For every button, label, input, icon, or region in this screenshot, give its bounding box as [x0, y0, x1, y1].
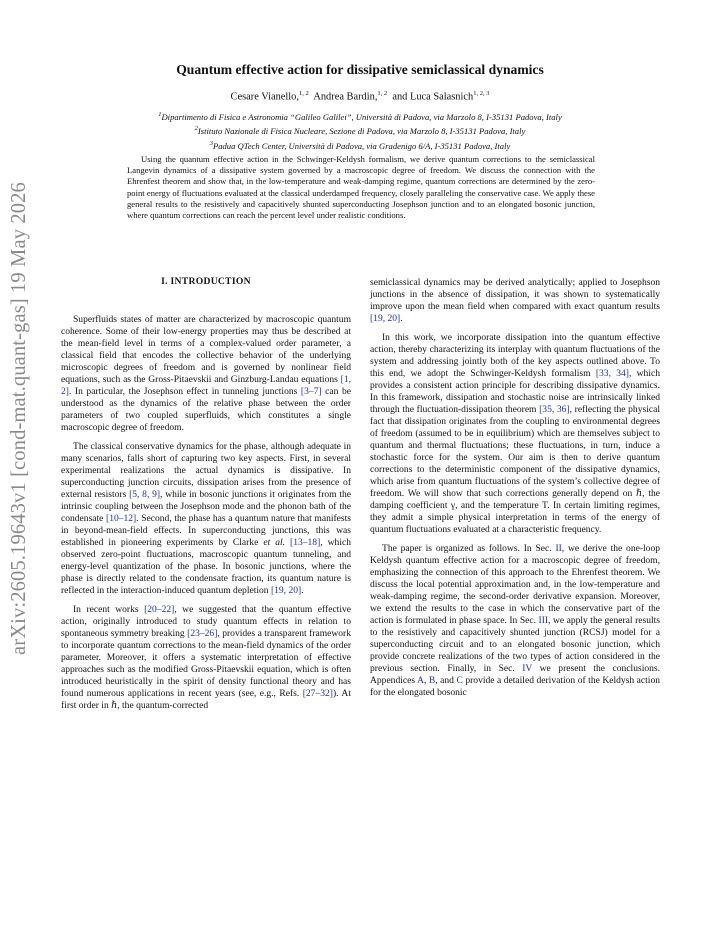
affiliations — [0, 109, 720, 152]
text-run: we present the conclusions. Appendices — [370, 663, 661, 686]
text-run: . Second, the phase has a quantum nature that manifests in beyond-mean-field effects. In superconducting junctions, this was established in pioneering experiments by Clarke — [61, 513, 351, 548]
text-run: In this work, we incorporate dissipation into the quantum effective action, thereby characterizing its interplay with quantum fluctuations of the system and addressing jointly both of the key aspects outlined above. To this end, we adopt the Schwinger-Keldysh formalism — [370, 332, 660, 379]
author-name: Andrea Bardin, — [313, 91, 378, 103]
citation-link[interactable]: [10–12] — [106, 513, 137, 524]
text-run: , which observed zero-point fluctuations, macroscopic quantum tunneling, and energy-level quantization of the phase. In bosonic junctions, where the phase is directly related to the condensate fraction, its quantum nature is reflected in the interaction-induced quantum depletion — [61, 537, 351, 596]
paragraph — [370, 332, 660, 536]
paragraph — [370, 277, 660, 325]
text-run: , while in bosonic junctions it originates from the intrinsic coupling between the Josephson mode and the phonon bath of the condensate — [61, 489, 351, 524]
author-list — [0, 90, 720, 102]
section-link[interactable]: IV — [522, 663, 533, 674]
affiliation — [0, 109, 720, 123]
affiliation-number: 1 — [158, 111, 162, 118]
text-run: . — [301, 585, 304, 596]
section-link[interactable]: III — [538, 615, 549, 626]
author-name: Luca Salasnich — [410, 91, 474, 103]
text-run: Superfluids states of matter are characterized by macroscopic quantum coherence. Some of their low-energy properties may thus be described at the mean-field level in terms of a complex-valued order parameter, a classical field that encodes the collective behavior of the underlying microscopic degrees of freedom and is governed by nonlinear field equations, such as the Gross-Pitaevskii and Ginzburg-Landau equations — [61, 314, 351, 385]
section-heading: I. INTRODUCTION — [161, 276, 251, 287]
citation-link[interactable]: [27–32] — [302, 688, 333, 699]
affiliation-number: 2 — [194, 125, 198, 133]
text-run: , and — [435, 675, 457, 686]
abstract: Using the quantum effective action in the Schwinger-Keldysh formalism, we derive quantum corrections to the semiclassical Langevin dynamics of a dissipative system governed by a macroscopic degree of freedom. We discuss the connection with the Ehrenfest theorem and show that, in the low-temperature and weak-damping regime, quantum corrections are determined by the zero-point energy of fluctuations evaluated at the classical underdamped frequency, closely paralleling the conservative case. We apply these general results to the resistively and capacitively shunted superconducting Josephson junction and to an elongated bosonic junction, where quantum corrections can reach the percent level under realistic conditions. — [127, 154, 595, 221]
affiliation-text: Padua QTech Center, Università di Padova, via Gradenigo 6/A, I-35131 Padova, Italy — [212, 140, 511, 151]
text-run: . — [400, 313, 403, 324]
paragraph — [61, 441, 351, 597]
appendix-link[interactable]: A — [417, 675, 424, 686]
paragraph — [61, 604, 351, 712]
citation-link[interactable]: [23–26] — [187, 628, 218, 639]
citation-link[interactable]: [20–22] — [144, 604, 175, 615]
citation-link[interactable]: [33, 34] — [595, 368, 629, 379]
text-run: can be understood as the dynamics of the relative phase between the order parameters of two coupled superfluids, which constitutes a single macroscopic degree of freedom. — [61, 386, 351, 433]
text-run: provide a detailed derivation of the Keldysh action for the elongated bosonic — [370, 675, 660, 698]
citation-link[interactable]: [35, 36] — [539, 404, 570, 415]
text-run: , we apply the general results to the resistively and capacitively shunted junction (RCSJ) model for a superconducting circuit and to an elongated bosonic junction, which provide concrete realizations of the two types of action considered in the previous section. Finally, in Sec. — [370, 615, 661, 674]
text-run: et al. — [263, 537, 286, 548]
paragraph — [370, 543, 660, 699]
citation-link[interactable]: [13–18] — [290, 537, 321, 548]
section-link[interactable]: II — [555, 543, 562, 554]
paper-title: Quantum effective action for dissipative semiclassical dynamics — [176, 62, 544, 77]
text-run: , provides a transparent framework to incorporate quantum corrections to the mean-field dynamics of the order parameter. Moreover, it offers a systematic interpretation of effective approaches such as the modified Gross-Pitaevskii equation, which is often introduced heuristically in the spirit of density functional theory and has found numerous applications in recent years (see, e.g., Refs. — [61, 628, 351, 699]
text-run: , reflecting the physical fact that dissipation originates from the coupling to environmental degrees of freedom (assumed to be in equilibrium) which are themselves subject to quantum and thermal fluctuations; these fluctuations, in turn, induce a stochastic force for the system. Our aim is then to derive quantum corrections to the deterministic component of the dissipative dynamics, which arise from quantum fluctuations of the system’s collective degree of freedom. We will show that such corrections generally depend on ℏ, the damping coefficient γ, and the temperature T. In certain limiting regimes, they admit a simple physical interpretation in terms of the energy of quantum fluctuations evaluated at a characteristic frequency. — [370, 404, 660, 535]
author-affiliation-mark: 1, 2, 3 — [473, 90, 490, 97]
text-run: , — [423, 675, 429, 686]
text-run: semiclassical dynamics may be derived analytically; applied to Josephson junctions in the absence of dissipation, it was shown to systematically improve upon the mean field when compared with exact quantum results — [370, 277, 660, 312]
arxiv-identifier: arXiv:2605.19643v1 [cond-mat.quant-gas] 19 May 2026 — [8, 182, 30, 655]
text-run: , we suggested that the quantum effective action, originally introduced to study quantum effects in relation to spontaneous symmetry breaking — [61, 604, 351, 639]
text-run: ). At first order in ℏ, the quantum-corrected — [61, 688, 351, 711]
citation-link[interactable]: [3–7] — [300, 386, 322, 397]
left-column — [61, 276, 351, 719]
affiliation-number: 3 — [209, 139, 213, 147]
text-run: The paper is organized as follows. In Sec. — [382, 543, 556, 554]
text-run: In recent works — [73, 604, 145, 615]
appendix-link[interactable]: C — [456, 675, 463, 686]
affiliation — [0, 138, 720, 152]
author-conjunction: and — [392, 91, 408, 103]
text-run: The classical conservative dynamics for the phase, although adequate in many scenarios, falls short of capturing two key aspects. First, in several experimental realizations the actual dynamics is dissipative. In superconducting junction circuits, dissipation arises from the presence of external resistors — [61, 441, 351, 500]
author-name: Cesare Vianello, — [230, 91, 299, 103]
author-affiliation-mark: 1, 2 — [298, 90, 309, 97]
appendix-link[interactable]: B — [428, 675, 436, 686]
affiliation-text: Istituto Nazionale di Fisica Nucleare, Sezione di Padova, via Marzolo 8, I-35131 Padova, Italy — [197, 126, 526, 137]
citation-link[interactable]: [19, 20] — [370, 313, 401, 324]
paragraph — [61, 314, 351, 434]
author-affiliation-mark: 1, 2 — [377, 90, 388, 97]
citation-link[interactable]: [19, 20] — [270, 585, 302, 596]
affiliation — [0, 123, 720, 137]
text-run: , we derive the one-loop Keldysh quantum effective action for a macroscopic degree of freedom, emphasizing the connection of this approach to the Ehrenfest theorem. We discuss the local potential approximation and, in the low-temperature and weak-damping regime, the second-order derivative expansion. Moreover, we extend the results to the case in which the conservative part of the action is formulated in phase space. In Sec. — [370, 543, 660, 626]
citation-link[interactable]: [5, 8, 9] — [129, 489, 161, 500]
text-run: . In particular, the Josephson effect in tunneling junctions — [68, 386, 301, 397]
text-run: , which provides a consistent action principle for describing dissipative dynamics. In this framework, dissipation and stochastic noise are intrinsically linked through the fluctuation-dissipation theorem — [370, 368, 660, 415]
affiliation-text: Dipartimento di Fisica e Astronomia “Galileo Galilei”, Università di Padova, via Marzolo 8, I-35131 Padova, Italy — [161, 111, 562, 122]
right-column — [370, 277, 660, 706]
citation-link[interactable]: [1, 2] — [61, 374, 351, 397]
